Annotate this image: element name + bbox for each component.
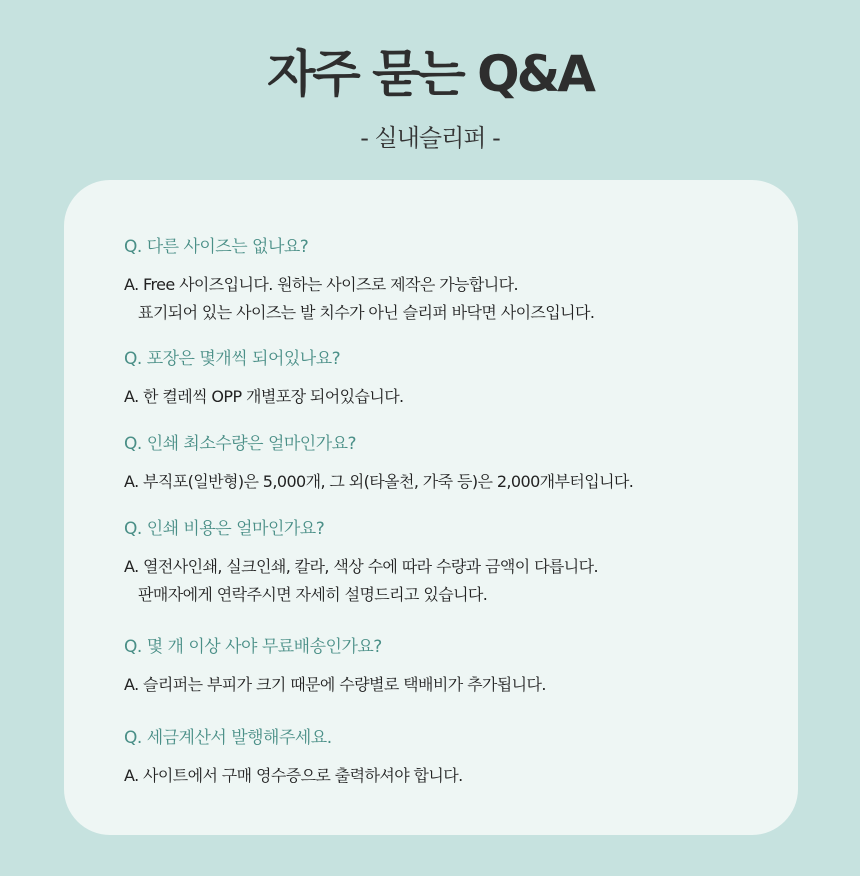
faq-question: Q. 세금계산서 발행해주세요. — [124, 728, 332, 748]
answer-line: A. 열전사인쇄, 실크인쇄, 칼라, 색상 수에 따라 수량과 금액이 다릅니다. — [124, 557, 598, 576]
faq-item — [124, 344, 404, 411]
faq-question: Q. 인쇄 최소수량은 얼마인가요? — [124, 434, 357, 454]
faq-item — [124, 514, 598, 609]
answer-line: A. 사이트에서 구매 영수증으로 출력하셔야 합니다. — [124, 766, 463, 785]
page-subtitle: - 실내슬리퍼 - — [360, 124, 500, 152]
faq-answer — [124, 271, 594, 327]
faq-question: Q. 다른 사이즈는 없나요? — [124, 237, 309, 257]
answer-line: 판매자에게 연락주시면 자세히 설명드리고 있습니다. — [138, 585, 488, 604]
answer-line: A. Free 사이즈입니다. 원하는 사이즈로 제작은 가능합니다. — [124, 275, 518, 294]
faq-answer — [124, 383, 404, 411]
faq-item — [124, 232, 594, 327]
faq-question: Q. 몇 개 이상 사야 무료배송인가요? — [124, 637, 382, 657]
faq-answer — [124, 671, 546, 699]
answer-line: A. 슬리퍼는 부피가 크기 때문에 수량별로 택배비가 추가됩니다. — [124, 675, 546, 694]
faq-question: Q. 포장은 몇개씩 되어있나요? — [124, 349, 341, 369]
answer-line: 표기되어 있는 사이즈는 발 치수가 아닌 슬리퍼 바닥면 사이즈입니다. — [138, 303, 595, 322]
faq-question: Q. 인쇄 비용은 얼마인가요? — [124, 519, 325, 539]
answer-line: A. 부직포(일반형)은 5,000개, 그 외(타올천, 가죽 등)은 2,000개부터입니다. — [124, 472, 634, 491]
faq-item — [124, 723, 463, 790]
faq-answer — [124, 468, 633, 496]
faq-card — [64, 180, 798, 835]
faq-answer — [124, 553, 598, 609]
faq-answer — [124, 762, 463, 790]
answer-line: A. 한 켤레씩 OPP 개별포장 되어있습니다. — [124, 387, 404, 406]
faq-item — [124, 429, 633, 496]
faq-item — [124, 632, 546, 699]
page-title: 자주 묻는 Q&A — [267, 45, 593, 103]
